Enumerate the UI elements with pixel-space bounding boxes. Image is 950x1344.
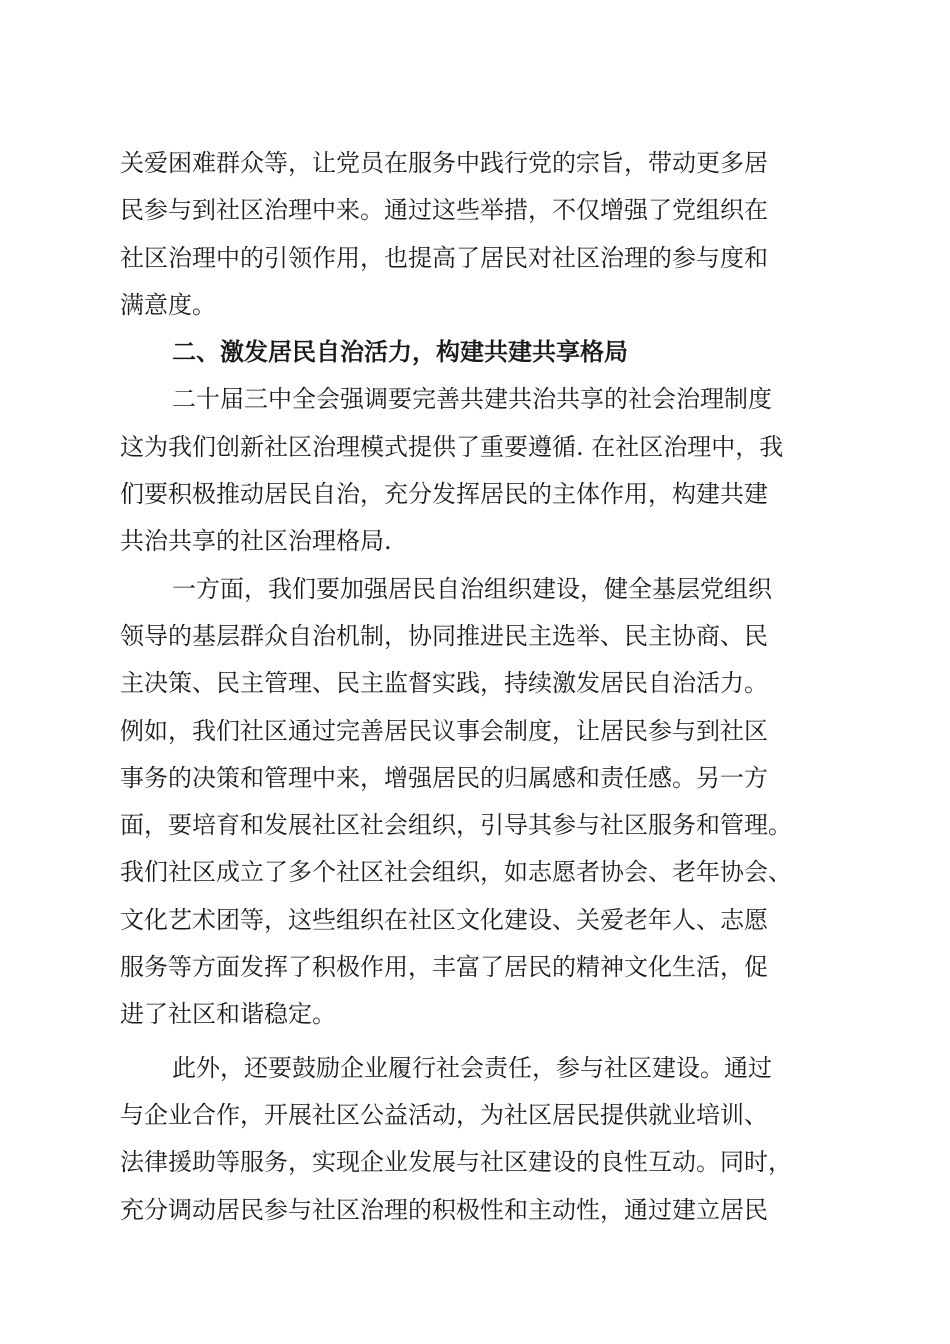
document-body [120,140,832,1234]
section-heading: 二、激发居民自治活力，构建共建共享格局 [172,338,628,367]
text-line: 关爱困难群众等，让党员在服务中践行党的宗旨，带动更多居 [120,149,768,177]
text-line: 主决策、民主管理、民主监督实践，持续激发居民自治活力。 [120,669,768,698]
text-line: 们要积极推动居民自治，充分发挥居民的主体作用，构建共建 [120,480,768,509]
text-line: 领导的基层群众自治机制，协同推进民主选举、民主协商、民 [120,621,768,650]
text-line: 与企业合作，开展社区公益活动，为社区居民提供就业培训、 [120,1100,768,1129]
text-line: 二十届三中全会强调要完善共建共治共享的社会治理制度 [172,385,772,414]
text-line: 满意度。 [120,290,216,319]
text-line: 面，要培育和发展社区社会组织，引导其参与社区服务和管理。 [120,811,792,840]
text-line: 社区治理中的引领作用，也提高了居民对社区治理的参与度和 [120,243,768,272]
text-line: 例如，我们社区通过完善居民议事会制度，让居民参与到社区 [120,716,768,745]
text-line: 我们社区成立了多个社区社会组织，如志愿者协会、老年协会、 [120,858,792,887]
text-line: 此外，还要鼓励企业履行社会责任，参与社区建设。通过 [172,1053,772,1082]
text-line: 法律援助等服务，实现企业发展与社区建设的良性互动。同时， [120,1148,792,1177]
text-line: 民参与到社区治理中来。通过这些举措，不仅增强了党组织在 [120,196,768,225]
text-line: 服务等方面发挥了积极作用，丰富了居民的精神文化生活，促 [120,953,768,982]
text-line: 充分调动居民参与社区治理的积极性和主动性，通过建立居民 [120,1195,768,1224]
text-line: 进了社区和谐稳定。 [120,1000,336,1029]
text-line: 文化艺术团等，这些组织在社区文化建设、关爱老年人、志愿 [120,905,768,934]
text-line: 一方面，我们要加强居民自治组织建设，健全基层党组织 [172,574,772,603]
text-line: 这为我们创新社区治理模式提供了重要遵循. 在社区治理中，我 [120,432,784,461]
text-line: 共治共享的社区治理格局. [120,527,392,556]
text-line: 事务的决策和管理中来，增强居民的归属感和责任感。另一方 [120,763,768,792]
